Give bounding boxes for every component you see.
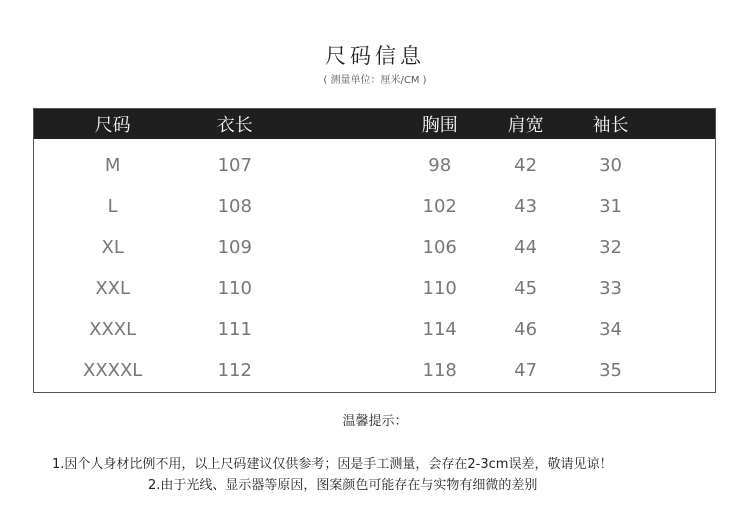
table-row [34, 309, 715, 350]
tips-heading: 温馨提示： [342, 414, 408, 429]
table-cell: XXL [95, 278, 131, 299]
tip-note-measurement: 1.因个人身材比例不用，以上尺码建议仅供参考；因是手工测量，会存在2-3cm误差，敬请见谅！ [52, 457, 613, 472]
column-header-sleeve: 袖长 [592, 115, 629, 136]
page-title: 尺码信息 [325, 44, 425, 68]
table-row [34, 268, 715, 309]
table-cell: 98 [428, 155, 452, 176]
table-cell: 45 [514, 278, 538, 299]
table-row [34, 145, 715, 186]
table-cell: XXXXL [82, 360, 143, 381]
table-header [34, 109, 715, 139]
table-row [34, 186, 715, 227]
table-cell: 110 [217, 278, 252, 299]
table-cell: 112 [217, 360, 252, 381]
column-header-size: 尺码 [94, 115, 131, 136]
table-cell: 46 [514, 319, 538, 340]
column-header-chest: 胸围 [421, 115, 458, 136]
table-row [34, 350, 715, 391]
measurement-unit-note: ( 测量单位：厘米/CM ) [323, 75, 427, 86]
table-cell: XXXL [89, 319, 137, 340]
table-body [34, 139, 715, 391]
table-cell: 35 [599, 360, 622, 381]
table-cell: 108 [217, 196, 252, 217]
table-cell: 34 [599, 319, 622, 340]
table-row [34, 227, 715, 268]
table-cell: 42 [514, 155, 538, 176]
table-cell: XL [101, 237, 124, 258]
table-cell: 118 [422, 360, 457, 381]
table-cell: 102 [422, 196, 457, 217]
column-header-shoulder: 肩宽 [507, 115, 544, 136]
table-cell: 110 [422, 278, 457, 299]
table-cell: 107 [217, 155, 252, 176]
column-header-length: 衣长 [216, 115, 253, 136]
table-cell: 43 [514, 196, 538, 217]
table-cell: 31 [599, 196, 622, 217]
table-cell: 32 [599, 237, 622, 258]
table-cell: 109 [217, 237, 252, 258]
tip-note-color: 2.由于光线、显示器等原因，图案颜色可能存在与实物有细微的差别 [148, 478, 538, 493]
table-cell: L [107, 196, 118, 217]
size-table [33, 108, 716, 393]
table-cell: 30 [599, 155, 622, 176]
table-cell: 111 [217, 319, 252, 340]
table-cell: 106 [422, 237, 457, 258]
table-cell: M [104, 155, 121, 176]
table-cell: 33 [599, 278, 622, 299]
table-cell: 114 [422, 319, 457, 340]
table-cell: 47 [514, 360, 538, 381]
table-cell: 44 [514, 237, 538, 258]
